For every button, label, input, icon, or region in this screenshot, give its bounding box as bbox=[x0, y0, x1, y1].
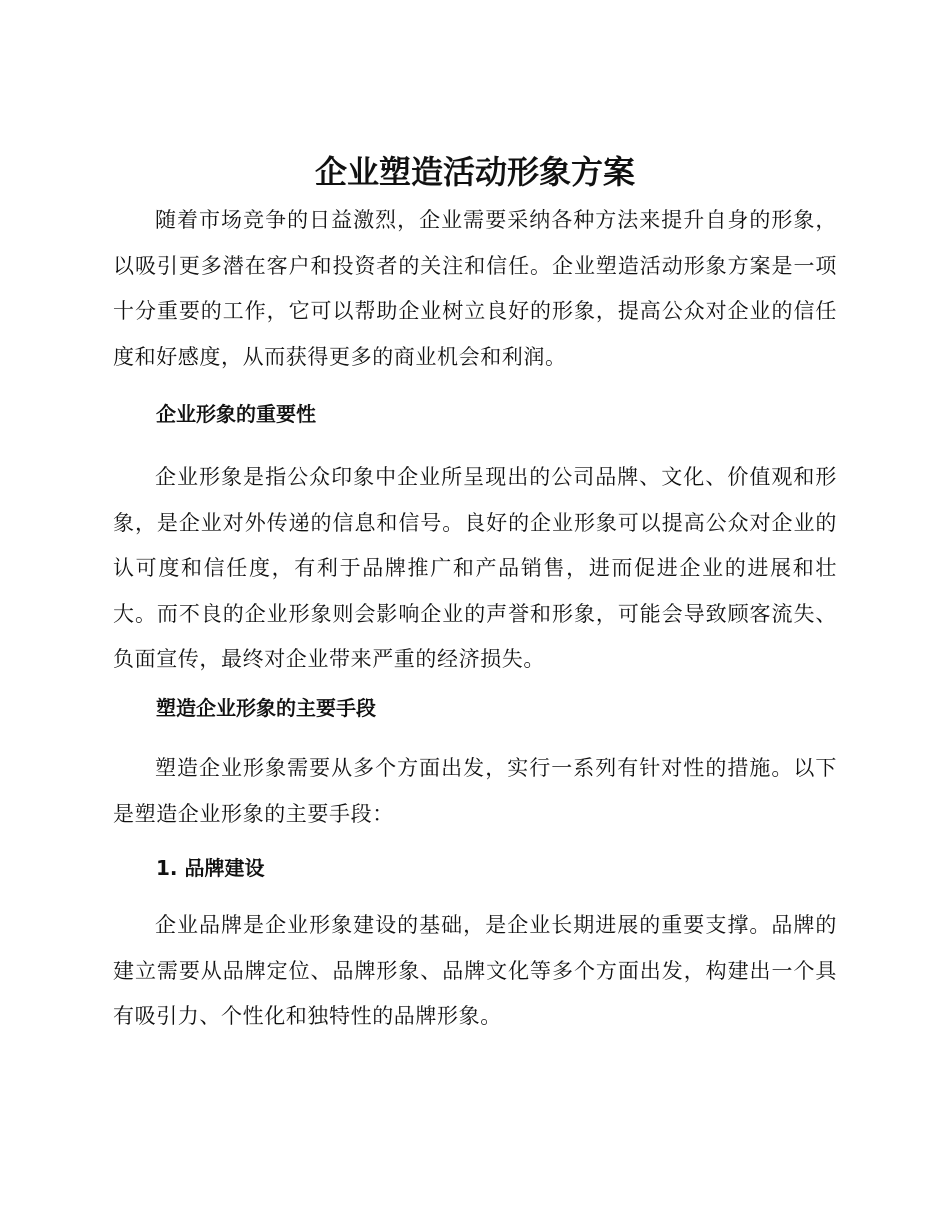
document-title: 企业塑造活动形象方案 bbox=[314, 153, 635, 191]
section-heading-brand: 1. 品牌建设 bbox=[156, 856, 265, 880]
section-body-methods: 塑造企业形象需要从多个方面出发，实行一系列有针对性的措施。以下是塑造企业形象的主要手段： bbox=[113, 756, 837, 826]
intro-paragraph: 随着市场竞争的日益激烈，企业需要采纳各种方法来提升自身的形象，以吸引更多潜在客户和投资者的关注和信任。企业塑造活动形象方案是一项十分重要的工作，它可以帮助企业树立良好的形象，提高公众对企业的信任度和好感度，从而获得更多的商业机会和利润。 bbox=[113, 208, 837, 369]
section-heading-methods: 塑造企业形象的主要手段 bbox=[156, 696, 376, 720]
section-heading-importance: 企业形象的重要性 bbox=[156, 402, 316, 426]
section-body-brand: 企业品牌是企业形象建设的基础，是企业长期进展的重要支撑。品牌的建立需要从品牌定位、品牌形象、品牌文化等多个方面出发，构建出一个具有吸引力、个性化和独特性的品牌形象。 bbox=[113, 913, 837, 1028]
section-body-importance: 企业形象是指公众印象中企业所呈现出的公司品牌、文化、价值观和形象，是企业对外传递的信息和信号。良好的企业形象可以提高公众对企业的认可度和信任度，有利于品牌推广和产品销售，进而促进企业的进展和壮大。而不良的企业形象则会影响企业的声誉和形象，可能会导致顾客流失、负面宣传，最终对企业带来严重的经济损失。 bbox=[113, 465, 837, 671]
